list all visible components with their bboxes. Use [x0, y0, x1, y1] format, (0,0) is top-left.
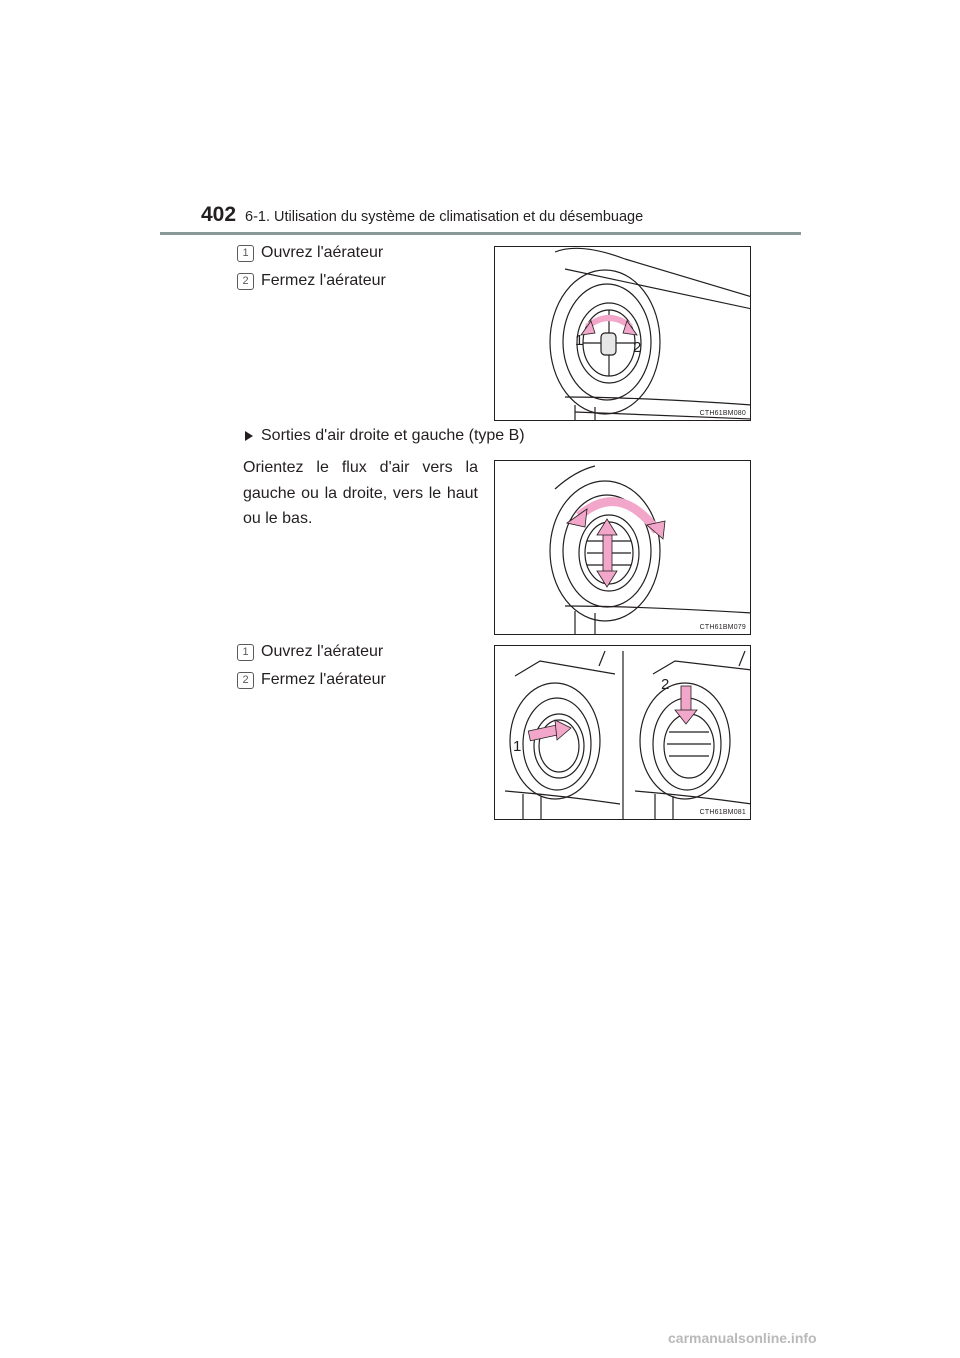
triangle-bullet-icon	[245, 431, 253, 441]
header-rule	[160, 232, 801, 235]
callout-label: 1	[575, 332, 584, 349]
figure-code: CTH61BM079	[699, 624, 746, 631]
page-number: 402	[201, 203, 237, 226]
vent-figure-rotary	[494, 246, 751, 421]
step-number-badge: 1	[237, 245, 254, 262]
step-item	[237, 242, 383, 264]
vent-open-close-illustration	[495, 646, 751, 820]
step-text: Fermez l'aérateur	[261, 671, 386, 688]
callout-label: 2	[661, 676, 670, 693]
step-number-badge: 1	[237, 644, 254, 661]
step-text: Ouvrez l'aérateur	[261, 244, 384, 261]
step-text: Fermez l'aérateur	[261, 272, 386, 289]
bullet-heading	[245, 427, 525, 445]
figure-code: CTH61BM080	[699, 410, 746, 417]
section-title: 6-1. Utilisation du système de climatisation et du désembuage	[245, 209, 644, 225]
vent-figure-direction	[494, 460, 751, 635]
step-number-badge: 2	[237, 273, 254, 290]
step-text: Ouvrez l'aérateur	[261, 643, 384, 660]
step-item	[237, 641, 383, 663]
callout-label: 1	[513, 738, 522, 755]
step-item	[237, 270, 386, 292]
vent-figure-open-close	[494, 645, 751, 820]
vent-rotary-illustration	[495, 247, 751, 421]
callout-label: 2	[633, 339, 642, 356]
bullet-text: Sorties d'air droite et gauche (type B)	[261, 427, 525, 444]
step-item	[237, 669, 386, 691]
figure-code: CTH61BM081	[699, 809, 746, 816]
watermark: carmanualsonline.info	[668, 1330, 817, 1346]
vent-direction-illustration	[495, 461, 751, 635]
step-number-badge: 2	[237, 672, 254, 689]
instruction-paragraph: Orientez le flux d'air vers la gauche ou la droite, vers le haut ou le bas.	[243, 459, 478, 527]
